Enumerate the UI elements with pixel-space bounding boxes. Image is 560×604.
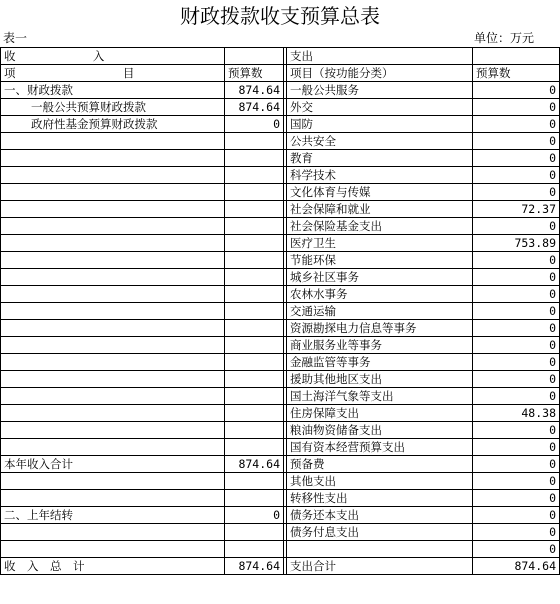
expense-value-cell: 0 (473, 252, 560, 269)
expense-item-cell: 医疗卫生 (287, 235, 473, 252)
table-row (1, 405, 560, 422)
income-item-cell: 收 入 总 计 (1, 558, 225, 575)
expense-item-cell: 援助其他地区支出 (287, 371, 473, 388)
expense-item-cell: 公共安全 (287, 133, 473, 150)
income-value-cell (225, 354, 284, 371)
header-row-1 (1, 48, 560, 65)
table-number: 表一 (3, 31, 28, 45)
expense-value-cell: 0 (473, 184, 560, 201)
income-item-cell: 政府性基金预算财政拨款 (1, 116, 225, 133)
expense-value-cell: 0 (473, 541, 560, 558)
income-item-cell (1, 371, 225, 388)
income-item-cell (1, 235, 225, 252)
page-title: 财政拨款收支预算总表 (180, 4, 380, 28)
table-row (1, 286, 560, 303)
income-value-cell (225, 422, 284, 439)
income-value-cell (225, 524, 284, 541)
table-row (1, 422, 560, 439)
table-row (1, 269, 560, 286)
income-item-cell (1, 337, 225, 354)
income-value-cell: 874.64 (225, 82, 284, 99)
expense-value-cell: 0 (473, 456, 560, 473)
income-item-cell (1, 269, 225, 286)
income-item-cell (1, 201, 225, 218)
income-item-cell: 二、上年结转 (1, 507, 225, 524)
unit-label: 单位：万元 (474, 31, 535, 45)
expense-value-cell: 0 (473, 524, 560, 541)
expense-header-blank (473, 48, 560, 65)
income-item-cell: 本年收入合计 (1, 456, 225, 473)
table-row (1, 303, 560, 320)
expense-item-cell: 文化体育与传媒 (287, 184, 473, 201)
expense-value-cell: 0 (473, 388, 560, 405)
table-row (1, 439, 560, 456)
income-item-cell (1, 252, 225, 269)
expense-value-cell: 0 (473, 507, 560, 524)
expense-item-cell: 债务付息支出 (287, 524, 473, 541)
income-item-cell (1, 184, 225, 201)
table-row (1, 235, 560, 252)
income-item-cell (1, 405, 225, 422)
income-item-cell (1, 303, 225, 320)
income-value-cell (225, 490, 284, 507)
expense-item-cell: 节能环保 (287, 252, 473, 269)
table-row (1, 558, 560, 575)
income-value-cell (225, 303, 284, 320)
table-row (1, 354, 560, 371)
income-item-cell (1, 320, 225, 337)
expense-value-cell: 0 (473, 218, 560, 235)
table-row (1, 201, 560, 218)
item-label-b: 目 (122, 66, 135, 80)
expense-budget-header: 预算数 (473, 65, 560, 82)
income-value-cell (225, 184, 284, 201)
expense-item-cell: 预备费 (287, 456, 473, 473)
income-value-cell (225, 269, 284, 286)
expense-item-cell (287, 541, 473, 558)
expense-item-cell: 债务还本支出 (287, 507, 473, 524)
income-header (1, 48, 225, 65)
income-value-cell (225, 218, 284, 235)
table-row (1, 507, 560, 524)
income-item-cell (1, 541, 225, 558)
expense-value-cell: 0 (473, 320, 560, 337)
expense-item-cell: 支出合计 (287, 558, 473, 575)
expense-item-cell: 国土海洋气象等支出 (287, 388, 473, 405)
table-row (1, 456, 560, 473)
income-item-cell (1, 167, 225, 184)
expense-value-cell: 0 (473, 167, 560, 184)
income-value-cell (225, 541, 284, 558)
budget-header: 预算数 (225, 65, 284, 82)
expense-value-cell: 0 (473, 150, 560, 167)
item-label-a: 项 (4, 66, 16, 80)
income-value-cell: 874.64 (225, 456, 284, 473)
expense-value-cell: 0 (473, 371, 560, 388)
expense-item-cell: 科学技术 (287, 167, 473, 184)
table-row (1, 99, 560, 116)
income-value-cell (225, 286, 284, 303)
expense-item-cell: 国防 (287, 116, 473, 133)
income-value-cell (225, 167, 284, 184)
income-value-cell (225, 337, 284, 354)
expense-value-cell: 874.64 (473, 558, 560, 575)
expense-value-cell: 0 (473, 439, 560, 456)
income-item-cell (1, 490, 225, 507)
header-row-2 (1, 65, 560, 82)
expense-item-cell: 社会保险基金支出 (287, 218, 473, 235)
table-row (1, 541, 560, 558)
expense-value-cell: 0 (473, 286, 560, 303)
expense-value-cell: 0 (473, 269, 560, 286)
income-value-cell (225, 133, 284, 150)
table-row (1, 371, 560, 388)
table-row (1, 337, 560, 354)
income-value-cell (225, 252, 284, 269)
expense-item-cell: 其他支出 (287, 473, 473, 490)
income-label-a: 收 (4, 49, 16, 63)
income-item-cell (1, 473, 225, 490)
expense-item-cell: 粮油物资储备支出 (287, 422, 473, 439)
expense-item-cell: 商业服务业等事务 (287, 337, 473, 354)
expense-header: 支出 (287, 48, 473, 65)
expense-item-cell: 城乡社区事务 (287, 269, 473, 286)
expense-item-cell: 转移性支出 (287, 490, 473, 507)
income-value-cell (225, 371, 284, 388)
table-row (1, 524, 560, 541)
income-value-cell: 874.64 (225, 99, 284, 116)
table-row (1, 388, 560, 405)
expense-item-cell: 国有资本经营预算支出 (287, 439, 473, 456)
item-header (1, 65, 225, 82)
expense-item-cell: 农林水事务 (287, 286, 473, 303)
expense-item-cell: 教育 (287, 150, 473, 167)
income-item-cell (1, 286, 225, 303)
table-row (1, 490, 560, 507)
expense-item-cell: 交通运输 (287, 303, 473, 320)
table-row (1, 218, 560, 235)
expense-value-cell: 753.89 (473, 235, 560, 252)
expense-item-header: 项目（按功能分类） (287, 65, 473, 82)
expense-value-cell: 0 (473, 337, 560, 354)
expense-item-cell: 住房保障支出 (287, 405, 473, 422)
income-value-cell (225, 320, 284, 337)
expense-item-cell: 社会保障和就业 (287, 201, 473, 218)
income-value-cell (225, 150, 284, 167)
expense-item-cell: 一般公共服务 (287, 82, 473, 99)
expense-value-cell: 0 (473, 82, 560, 99)
income-item-cell: 一般公共预算财政拨款 (1, 99, 225, 116)
table-row (1, 167, 560, 184)
income-value-cell: 0 (225, 116, 284, 133)
expense-value-cell: 0 (473, 490, 560, 507)
expense-value-cell: 0 (473, 133, 560, 150)
income-item-cell (1, 133, 225, 150)
table-row (1, 116, 560, 133)
budget-table (0, 47, 560, 575)
income-value-cell (225, 473, 284, 490)
expense-item-cell: 外交 (287, 99, 473, 116)
expense-value-cell: 0 (473, 354, 560, 371)
income-value-cell (225, 388, 284, 405)
expense-value-cell: 48.38 (473, 405, 560, 422)
expense-item-cell: 金融监管等事务 (287, 354, 473, 371)
table-row (1, 252, 560, 269)
expense-value-cell: 72.37 (473, 201, 560, 218)
table-row (1, 320, 560, 337)
income-value-cell (225, 201, 284, 218)
income-item-cell (1, 388, 225, 405)
income-header-blank (225, 48, 284, 65)
table-row (1, 82, 560, 99)
income-item-cell (1, 218, 225, 235)
expense-value-cell: 0 (473, 116, 560, 133)
income-value-cell (225, 235, 284, 252)
income-value-cell (225, 405, 284, 422)
expense-value-cell: 0 (473, 473, 560, 490)
expense-value-cell: 0 (473, 99, 560, 116)
income-item-cell: 一、财政拨款 (1, 82, 225, 99)
table-row (1, 150, 560, 167)
income-value-cell (225, 439, 284, 456)
income-label-b: 入 (92, 49, 105, 63)
income-item-cell (1, 524, 225, 541)
expense-value-cell: 0 (473, 303, 560, 320)
income-item-cell (1, 439, 225, 456)
expense-item-cell: 资源勘探电力信息等事务 (287, 320, 473, 337)
table-row (1, 184, 560, 201)
income-item-cell (1, 354, 225, 371)
table-row (1, 133, 560, 150)
income-item-cell (1, 422, 225, 439)
income-item-cell (1, 150, 225, 167)
income-value-cell: 874.64 (225, 558, 284, 575)
income-value-cell: 0 (225, 507, 284, 524)
expense-value-cell: 0 (473, 422, 560, 439)
table-row (1, 473, 560, 490)
